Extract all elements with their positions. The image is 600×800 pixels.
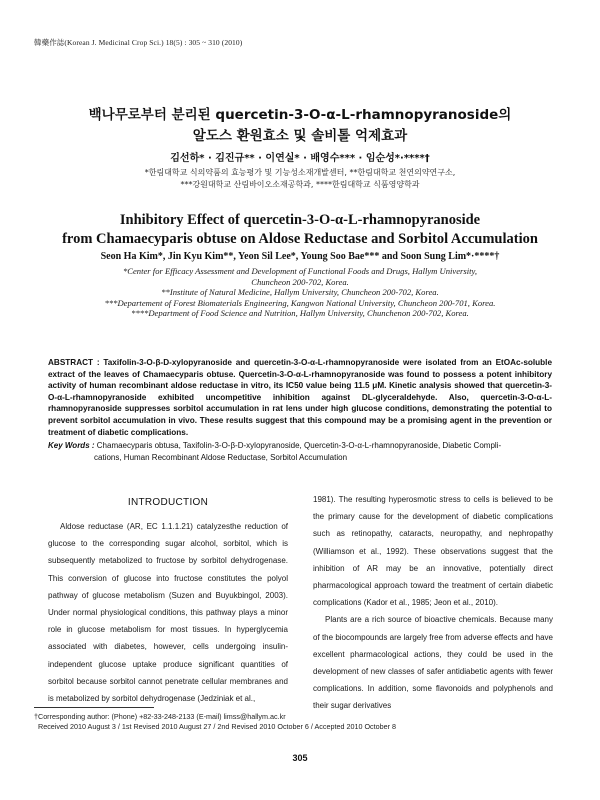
received-dates-note: Received 2010 August 3 / 1st Revised 2010 August 27 / 2nd Revised 2010 October 6 / Accepted 2010 October 8 <box>38 721 397 731</box>
english-title-line2: from Chamaecyparis obtuse on Aldose Reductase and Sorbitol Accumulation <box>62 231 538 247</box>
korean-affiliations <box>0 167 600 190</box>
keywords-text-line1: Chamaecyparis obtusa, Taxifolin-3-O-β-D-xylopyranoside, Quercetin-3-O-α-L-rhamnopyranoside, Diabetic Compli- <box>96 441 502 450</box>
intro-paragraph-continued: 1981). The resulting hyperosmotic stress to cells is believed to be the primary cause for the development of diabetic complications such as retinopathy, cataracts, neuropathy, and nephropathy (Williamson et al., 1992). These observations suggest that the inhibition of AR may be an innovative, potentially direct pharmacological approach toward the treatment of certain diabetic complications (Kador et al., 1985; Jeon et al., 2010). <box>313 495 553 608</box>
korean-title <box>0 105 600 147</box>
abstract: ABSTRACT : Taxifolin-3-O-β-D-xylopyranoside and quercetin-3-O-α-L-rhamnopyranoside were isolated from an EtOAc-soluble extract of the leaves of Chamaecyparis obtuse. Quercetin-3-O-α-L-rhamnopyranoside was found to possess a potent inhibitory activity of human recombinant aldose reductase in vitro, its IC50 value being 11.5 μM. Kinetic analysis showed that quercetin-3-O-α-L-rhamnopyranoside exhibited uncompetitive inhibition against DL-glyceraldehyde. Also, quercetin-3-O-α-L-rhamnopyranoside suppresses sorbitol accumulation in rat lens under high glucose conditions, demonstrating the potential to prevent sorbitol accumulation in vivo. These results suggest that this compound may be a promising agent in the prevention or treatment of diabetic complications. <box>48 358 552 437</box>
introduction-heading: INTRODUCTION <box>127 497 209 508</box>
keywords <box>48 440 552 463</box>
intro-paragraph: Plants are a rich source of bioactive chemicals. Because many of the biocompounds are largely free from adverse effects and have excellent pharmacological actions, they could be used in the development of new classes of safer antidiabetic agents with fewer complications. In addition, some flavonoids and polyphenols and their sugar derivatives <box>313 615 553 711</box>
intro-paragraph: Aldose reductase (AR, EC 1.1.1.21) catalyzesthe reduction of glucose to the corresponding sugar alcohol, sorbitol, which is subsequently metabolized to fructose by sorbitol dehydrogenase. This conversion of glucose into fructose constitutes the polyol pathway of glucose metabolism (Suzen and Buyukbingol, 2003). Under normal physiological conditions, this pathway plays a minor role in glucose metabolism for most tissues. In hyperglycemia associated with diabetes, however, cells undergoing insulin-independent glucose uptake produce significant quantities of sorbitol because sorbitol cannot penetrate cellular membranes and is metabolized by sorbitol dehydrogenase (Jedziniak et al., <box>48 522 288 704</box>
keywords-text-line2: cations, Human Recombinant Aldose Reductase, Sorbitol Accumulation <box>94 452 348 462</box>
english-title-line1: Inhibitory Effect of quercetin-3-O-α-L-rhamnopyranoside <box>119 212 481 228</box>
affiliation-line: **Institute of Natural Medicine, Hallym University, Chuncheon 200-702, Korea. <box>161 287 439 297</box>
corresponding-author-note: †Corresponding author: (Phone) +82-33-248-2133 (E-mail) limss@hallym.ac.kr <box>34 712 286 721</box>
left-column <box>48 518 288 707</box>
keywords-label: Key Words : <box>48 441 95 450</box>
footnotes <box>34 712 564 731</box>
english-affiliations <box>0 266 600 319</box>
english-authors: Seon Ha Kim*, Jin Kyu Kim**, Yeon Sil Lee*, Young Soo Bae*** and Soon Sung Lim*·****† <box>100 251 500 262</box>
right-column <box>313 491 553 715</box>
journal-citation: 韓藥作誌(Korean J. Medicinal Crop Sci.) 18(5) : 305 ~ 310 (2010) <box>34 38 243 47</box>
keywords-line1 <box>48 440 552 452</box>
korean-affiliation-line2: ***강원대학교 산림바이오소재공학과, ****한림대학교 식품영양학과 <box>180 179 420 189</box>
korean-title-line2: 알도스 환원효소 및 솔비톨 억제효과 <box>192 128 408 144</box>
affiliation-line: Chuncheon 200-702, Korea. <box>251 276 349 287</box>
korean-authors: 김선하* · 김진규** · 이연실* · 배영수*** · 임순성*·****† <box>170 153 430 164</box>
footnote-divider <box>34 707 154 708</box>
affiliation-line: ****Department of Food Science and Nutrition, Hallym University, Chunchenon 200-702, Korea. <box>131 308 469 318</box>
english-title <box>0 211 600 249</box>
korean-affiliation-line1: *한림대학교 식의약품의 효능평가 및 기능성소재개발센터, **한림대학교 천연의약연구소, <box>144 168 456 177</box>
korean-title-line1: 백나무로부터 분리된 quercetin-3-O-α-L-rhamnopyranoside의 <box>88 107 512 123</box>
affiliation-line: ***Departement of Forest Biomaterials Engineering, Kangwon National University, Chuncheon 200-701, Korea. <box>104 297 496 308</box>
affiliation-line: *Center for Efficacy Assessment and Development of Functional Foods and Drugs, Hallym University, <box>122 266 478 276</box>
page-number: 305 <box>292 753 308 763</box>
